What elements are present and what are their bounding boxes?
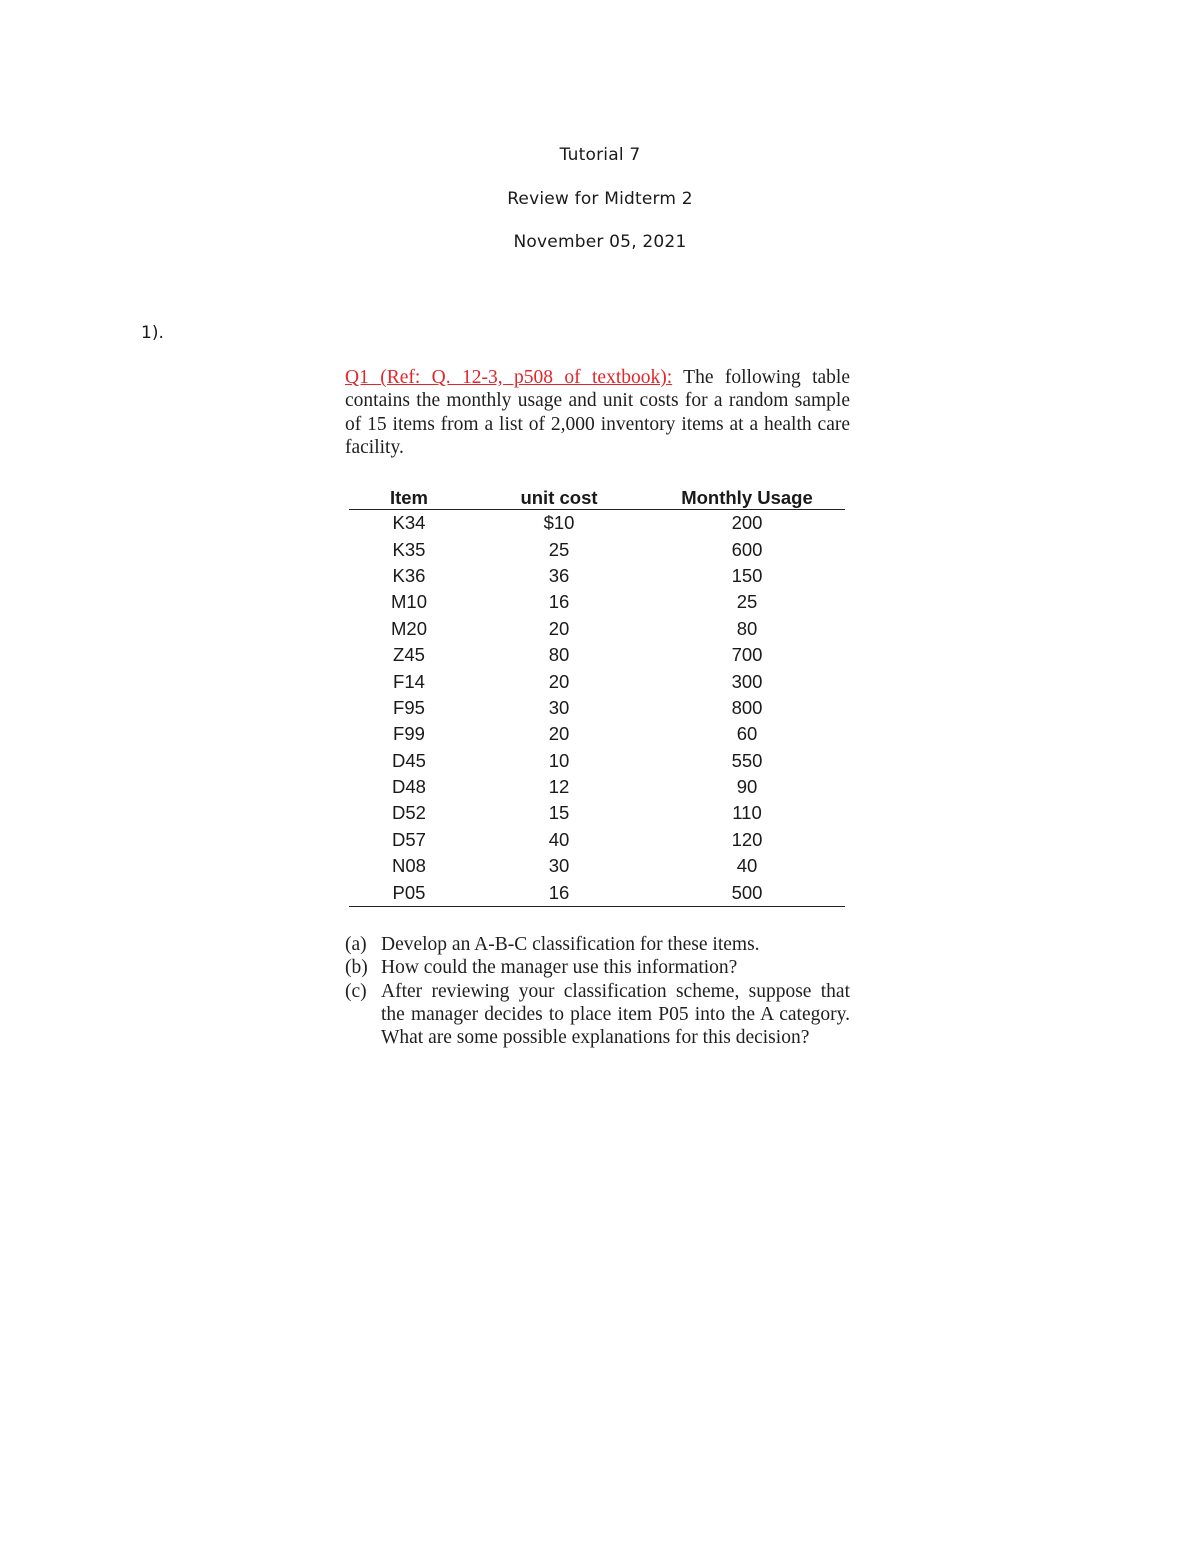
cell-monthly-usage: 150 <box>731 564 763 586</box>
cell-unit-cost: 16 <box>469 879 649 906</box>
table-row <box>349 616 845 642</box>
cell-item: M10 <box>391 591 427 613</box>
cell-unit-cost: 16 <box>548 591 570 613</box>
question-part <box>345 980 850 1050</box>
cell-item: D48 <box>392 776 426 798</box>
table-row <box>349 668 845 694</box>
question-part-text: How could the manager use this information? <box>381 957 738 979</box>
cell-item: F99 <box>393 723 425 745</box>
cell-item: F95 <box>393 696 425 718</box>
cell-monthly-usage: 700 <box>731 644 763 666</box>
table-header-row <box>349 483 845 510</box>
cell-unit-cost: 30 <box>548 855 570 877</box>
cell-monthly-usage: 60 <box>736 723 758 745</box>
table-row <box>349 721 845 747</box>
table-row <box>349 800 845 826</box>
question-part-label: (a) <box>345 934 367 955</box>
cell-item: K36 <box>392 564 426 586</box>
cell-monthly-usage: 120 <box>731 828 763 850</box>
cell-monthly-usage: 25 <box>736 591 758 613</box>
cell-item: D52 <box>392 802 426 824</box>
table-row <box>349 589 845 615</box>
cell-monthly-usage: 300 <box>731 670 763 692</box>
cell-unit-cost: 80 <box>548 644 570 666</box>
column-header-item: Item <box>349 483 469 510</box>
cell-monthly-usage: 80 <box>736 617 758 639</box>
cell-unit-cost: 30 <box>548 696 570 718</box>
cell-monthly-usage: 90 <box>736 776 758 798</box>
cell-monthly-usage: 110 <box>732 802 762 824</box>
cell-unit-cost: 40 <box>548 828 570 850</box>
document-subtitle: Review for Midterm 2 <box>507 189 693 209</box>
table-row <box>349 642 845 668</box>
cell-unit-cost: 20 <box>548 617 570 639</box>
document-title: Tutorial 7 <box>559 145 641 165</box>
cell-item: D57 <box>392 828 426 850</box>
cell-item: K34 <box>392 512 426 534</box>
cell-unit-cost: 12 <box>548 776 570 798</box>
cell-unit-cost: 25 <box>548 538 570 560</box>
question-part-label: (c) <box>345 980 367 1002</box>
cell-unit-cost: 20 <box>548 723 570 745</box>
table-body <box>349 510 845 907</box>
cell-monthly-usage: 550 <box>731 749 763 771</box>
question-reference: Q1 (Ref: Q. 12-3, p508 of textbook): <box>345 367 673 388</box>
table-row <box>349 748 845 774</box>
question-part-label: (b) <box>345 957 368 979</box>
cell-monthly-usage: 600 <box>731 538 763 560</box>
cell-item: F14 <box>393 670 425 692</box>
table-row <box>349 827 845 853</box>
table-row <box>349 879 845 906</box>
cell-unit-cost: $10 <box>543 512 575 534</box>
question-body: The following table contains the monthly usage and unit costs for a random sample of 15 items from a list of 2,000 inventory items at a health care facility. <box>345 367 850 458</box>
table-row <box>349 536 845 562</box>
column-header-monthly-usage: Monthly Usage <box>649 483 845 510</box>
cell-item: P05 <box>349 879 469 906</box>
document-date: November 05, 2021 <box>513 232 687 252</box>
question-part <box>345 933 850 956</box>
cell-item: K35 <box>392 538 426 560</box>
cell-monthly-usage: 800 <box>731 696 763 718</box>
table-row <box>349 774 845 800</box>
cell-item: Z45 <box>393 644 425 666</box>
inventory-table <box>349 483 845 907</box>
table-row <box>349 695 845 721</box>
cell-unit-cost: 36 <box>548 564 570 586</box>
table-row <box>349 853 845 879</box>
cell-monthly-usage: 200 <box>731 512 763 534</box>
cell-unit-cost: 10 <box>548 749 570 771</box>
question-part-text: Develop an A-B-C classification for these items. <box>381 934 760 955</box>
cell-monthly-usage: 500 <box>649 879 845 906</box>
cell-unit-cost: 20 <box>548 670 570 692</box>
cell-item: N08 <box>392 855 426 877</box>
question-part <box>345 956 850 979</box>
cell-item: D45 <box>392 749 426 771</box>
cell-item: M20 <box>391 617 427 639</box>
question-part-text: After reviewing your classification scheme, suppose that the manager decides to place item P05 into the A category. What are some possible explanations for this decision? <box>381 980 850 1049</box>
table-row <box>349 563 845 589</box>
column-header-unit-cost: unit cost <box>469 483 649 510</box>
question-parts-list <box>345 933 850 1049</box>
question-number: 1). <box>141 323 164 343</box>
table-row <box>349 510 845 537</box>
question-text-block <box>345 366 850 459</box>
cell-unit-cost: 15 <box>548 802 570 824</box>
cell-monthly-usage: 40 <box>736 855 758 877</box>
